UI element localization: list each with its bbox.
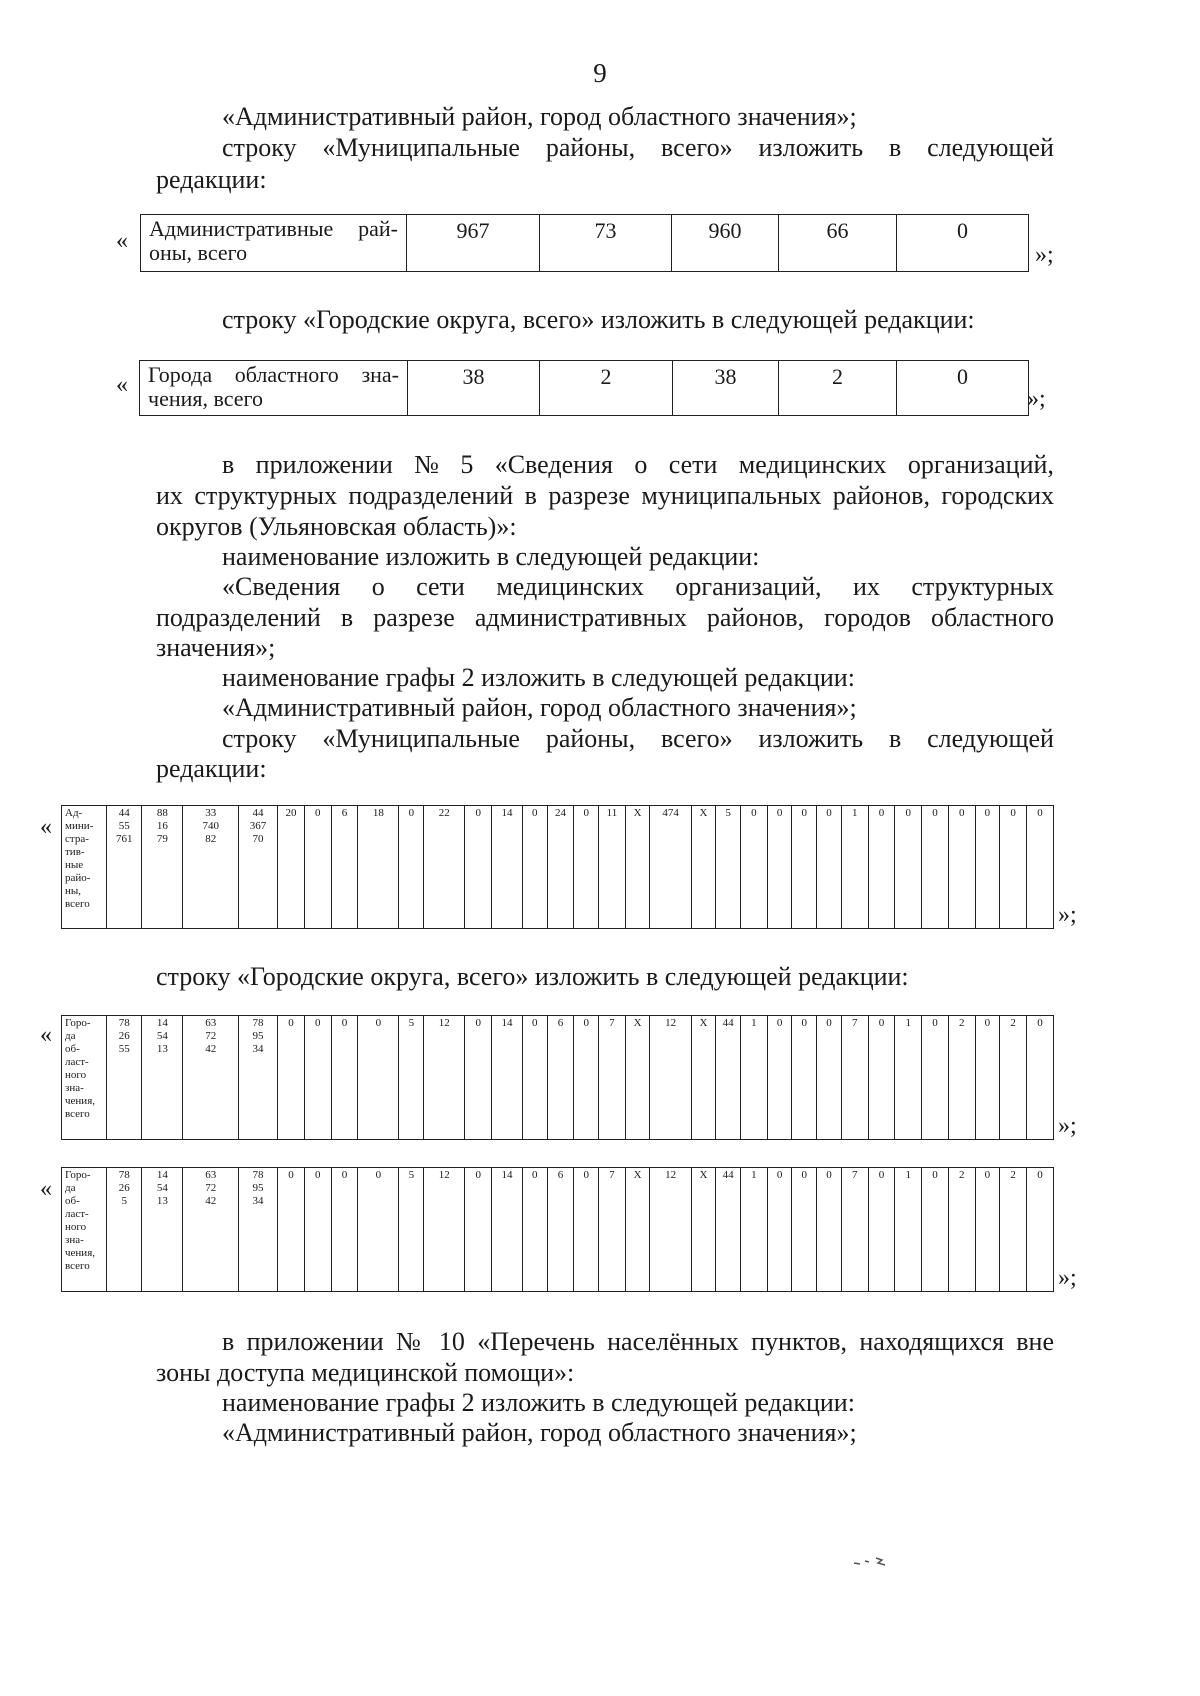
cell: 78 26 55 [107,1016,142,1140]
cell: 0 [465,806,492,929]
cell: 0 [278,1016,305,1140]
cell: X [691,1168,716,1292]
para5-line2: зоны доступа медицинской помощи»: [156,1358,575,1387]
cell: X [625,1016,650,1140]
cell: 0 [465,1168,492,1292]
cell: 0 [1027,1168,1054,1292]
row-label: Города областного зна- чения, всего [140,361,408,416]
table-row [140,361,1029,416]
cell: 22 [424,806,465,929]
cell: 78 95 34 [238,1016,277,1140]
cell: 0 [817,806,842,929]
cell: 1 [895,1168,922,1292]
cell: 2 [1000,1016,1027,1140]
cell: 12 [650,1016,691,1140]
cell: 1 [895,1016,922,1140]
cell: 2 [948,1168,975,1292]
cell: 0 [278,1168,305,1292]
cell: 0 [817,1168,842,1292]
cell: 7 [599,1016,626,1140]
cell: 0 [574,1016,599,1140]
table-city-wide-2 [61,1167,1054,1292]
para3-line5: «Сведения о сети медицинских организаций, их структурных [222,572,1054,601]
cell: 0 [975,1168,1000,1292]
row-label: Ад- мини- стра- тив- ные райо- ны, всего [62,806,107,929]
cell: 2 [540,361,673,416]
cell: 0 [922,1168,949,1292]
cell: 14 54 13 [142,1168,183,1292]
cell: 0 [897,215,1029,272]
cell: 7 [841,1168,868,1292]
row-label: Горо- да об- ласт- ного зна- чения, всего [62,1168,107,1292]
cell: 63 72 42 [183,1016,239,1140]
para1-line3: редакции: [156,165,267,194]
para2: строку «Городские округа, всего» изложить в следующей редакции: [222,305,975,334]
para1-line1: «Административный район, город областного значения»; [222,102,857,131]
row-label: Горо- да об- ласт- ного зна- чения, всего [62,1016,107,1140]
cell: 0 [304,1016,331,1140]
table-city-wide-1 [61,1015,1054,1140]
close-quote: »; [1058,1113,1077,1139]
cell: 0 [522,1168,547,1292]
cell: 0 [304,806,331,929]
cell: 0 [897,361,1029,416]
open-quote: « [40,1022,52,1048]
cell: 0 [922,806,949,929]
cell: 2 [948,1016,975,1140]
scan-mark-icon [852,1553,898,1571]
cell: 0 [817,1016,842,1140]
cell: 1 [741,1168,768,1292]
cell: 5 [399,1016,424,1140]
cell: 78 26 5 [107,1168,142,1292]
para3-line2: их структурных подразделений в разрезе муниципальных районов, городских [156,481,1054,510]
para5-line3: наименование графы 2 изложить в следующей редакции: [222,1388,855,1417]
cell: 0 [868,1168,895,1292]
cell: 6 [547,1016,574,1140]
cell: 2 [779,361,897,416]
cell: 0 [792,1016,817,1140]
cell: 967 [407,215,540,272]
cell: 6 [331,806,358,929]
cell: 0 [922,1016,949,1140]
cell: 960 [672,215,779,272]
para5-line1: в приложении № 10 «Перечень населённых пунктов, находящихся вне [222,1327,1054,1356]
cell: 0 [1027,806,1054,929]
cell: 2 [1000,1168,1027,1292]
cell: 1 [741,1016,768,1140]
cell: 38 [673,361,779,416]
cell: 0 [792,1168,817,1292]
cell: X [691,1016,716,1140]
para3-line6: подразделений в разрезе административных районов, городов областного [156,603,1054,632]
cell: 14 54 13 [142,1016,183,1140]
close-quote: »; [1035,242,1054,268]
cell: 0 [331,1016,358,1140]
cell: 0 [358,1016,399,1140]
cell: X [625,1168,650,1292]
para3-line11: редакции: [156,754,267,783]
para3-line1: в приложении № 5 «Сведения о сети медицинских организаций, [222,450,1054,479]
table-city-small [139,360,1029,416]
close-quote: »; [1058,1265,1077,1291]
cell: 12 [650,1168,691,1292]
cell: X [625,806,650,929]
open-quote: « [116,372,128,398]
table-row [62,806,1054,929]
cell: 0 [895,806,922,929]
table-admin-wide [61,805,1054,929]
cell: 0 [522,806,547,929]
cell: 0 [767,1016,792,1140]
cell: 0 [358,1168,399,1292]
cell: 0 [767,806,792,929]
cell: 6 [547,1168,574,1292]
cell: 66 [779,215,897,272]
para3-line3: округов (Ульяновская область)»: [156,512,517,541]
cell: 0 [574,806,599,929]
cell: 73 [540,215,672,272]
cell: 0 [767,1168,792,1292]
cell: 14 [492,1016,523,1140]
cell: 0 [948,806,975,929]
cell: 1 [841,806,868,929]
open-quote: « [116,228,128,254]
cell: 12 [424,1168,465,1292]
cell: 24 [547,806,574,929]
para3-line4: наименование изложить в следующей редакции: [222,542,760,571]
cell: 33 740 82 [183,806,239,929]
cell: 20 [278,806,305,929]
cell: 11 [599,806,626,929]
cell: 0 [522,1016,547,1140]
para3-line10: строку «Муниципальные районы, всего» изложить в следующей [222,724,1054,753]
para3-line7: значения»; [156,633,276,662]
open-quote: « [40,1176,52,1202]
cell: 0 [868,806,895,929]
cell: 14 [492,806,523,929]
cell: 18 [358,806,399,929]
cell: 44 55 761 [107,806,142,929]
cell: 0 [868,1016,895,1140]
close-quote: »; [1027,386,1046,412]
cell: 0 [1000,806,1027,929]
cell: 88 16 79 [142,806,183,929]
cell: 0 [975,1016,1000,1140]
para4: строку «Городские округа, всего» изложить в следующей редакции: [156,962,909,991]
cell: 78 95 34 [238,1168,277,1292]
cell: 63 72 42 [183,1168,239,1292]
cell: 12 [424,1016,465,1140]
row-label: Административные рай- оны, всего [141,215,407,272]
para3-line8: наименование графы 2 изложить в следующей редакции: [222,663,855,692]
cell: 44 367 70 [238,806,277,929]
cell: 0 [331,1168,358,1292]
cell: 7 [599,1168,626,1292]
cell: 474 [650,806,691,929]
close-quote: »; [1058,902,1077,928]
cell: 44 [716,1168,741,1292]
cell: 0 [399,806,424,929]
cell: 0 [792,806,817,929]
open-quote: « [40,814,52,840]
cell: 38 [408,361,540,416]
cell: 5 [716,806,741,929]
cell: 14 [492,1168,523,1292]
cell: 0 [465,1016,492,1140]
table-row [141,215,1029,272]
cell: 7 [841,1016,868,1140]
table-row [62,1168,1054,1292]
page-number: 9 [593,58,607,88]
cell: 0 [304,1168,331,1292]
cell: X [691,806,716,929]
cell: 5 [399,1168,424,1292]
table-row [62,1016,1054,1140]
para5-line4: «Административный район, город областного значения»; [222,1418,857,1447]
table-admin-small [140,214,1029,272]
cell: 0 [975,806,1000,929]
cell: 0 [1027,1016,1054,1140]
para1-line2: строку «Муниципальные районы, всего» изложить в следующей [222,133,1054,162]
cell: 0 [741,806,768,929]
cell: 0 [574,1168,599,1292]
cell: 44 [716,1016,741,1140]
para3-line9: «Административный район, город областного значения»; [222,693,857,722]
